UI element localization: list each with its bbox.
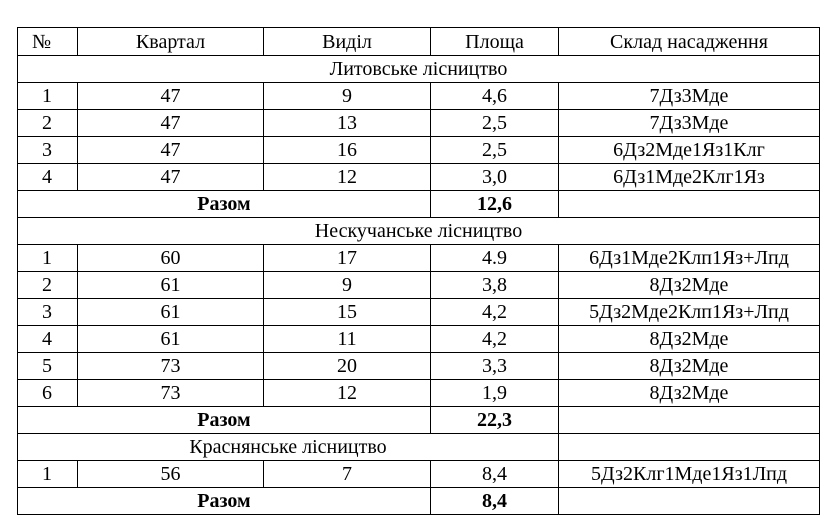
cell-vydil: 9 [264, 272, 431, 299]
total-area: 12,6 [431, 191, 559, 218]
section-title: Литовське лісництво [18, 56, 820, 83]
header-row [18, 28, 820, 56]
cell-area: 4.9 [431, 245, 559, 272]
cell-kvartal: 47 [78, 164, 264, 191]
cell-kvartal: 61 [78, 326, 264, 353]
cell-composition: 6Дз1Мде2Клг1Яз [559, 164, 820, 191]
cell-num: 1 [18, 83, 78, 110]
total-label: Разом [18, 191, 431, 218]
cell-num: 6 [18, 380, 78, 407]
cell-kvartal: 56 [78, 461, 264, 488]
cell-composition: 6Дз2Мде1Яз1Клг [559, 137, 820, 164]
total-empty-cell [559, 488, 820, 515]
cell-num: 3 [18, 137, 78, 164]
cell-vydil: 12 [264, 164, 431, 191]
total-row [18, 191, 820, 218]
cell-num: 4 [18, 164, 78, 191]
header-kvartal: Квартал [78, 28, 264, 56]
section-title-row [18, 434, 820, 461]
cell-vydil: 20 [264, 353, 431, 380]
cell-kvartal: 61 [78, 272, 264, 299]
cell-area: 3,3 [431, 353, 559, 380]
table-row [18, 137, 820, 164]
section-title: Нескучанське лісництво [18, 218, 820, 245]
cell-composition: 7Дз3Мде [559, 83, 820, 110]
header-vydil: Виділ [264, 28, 431, 56]
table-row [18, 245, 820, 272]
cell-composition: 8Дз2Мде [559, 353, 820, 380]
section-title: Краснянське лісництво [18, 434, 559, 461]
table-row [18, 380, 820, 407]
cell-kvartal: 47 [78, 137, 264, 164]
cell-vydil: 13 [264, 110, 431, 137]
cell-vydil: 15 [264, 299, 431, 326]
header-num: № [18, 28, 78, 56]
cell-area: 4,6 [431, 83, 559, 110]
cell-composition: 7Дз3Мде [559, 110, 820, 137]
cell-num: 2 [18, 272, 78, 299]
cell-num: 4 [18, 326, 78, 353]
cell-vydil: 11 [264, 326, 431, 353]
cell-kvartal: 47 [78, 83, 264, 110]
total-row [18, 407, 820, 434]
table-row [18, 326, 820, 353]
total-area: 8,4 [431, 488, 559, 515]
cell-composition: 8Дз2Мде [559, 326, 820, 353]
header-area: Площа [431, 28, 559, 56]
total-row [18, 488, 820, 515]
cell-composition: 8Дз2Мде [559, 272, 820, 299]
cell-num: 3 [18, 299, 78, 326]
total-empty-cell [559, 407, 820, 434]
table-row [18, 110, 820, 137]
total-area: 22,3 [431, 407, 559, 434]
section-title-row [18, 56, 820, 83]
cell-kvartal: 73 [78, 380, 264, 407]
cell-composition: 6Дз1Мде2Клп1Яз+Лпд [559, 245, 820, 272]
table-row [18, 461, 820, 488]
cell-composition: 5Дз2Мде2Клп1Яз+Лпд [559, 299, 820, 326]
cell-vydil: 9 [264, 83, 431, 110]
cell-kvartal: 47 [78, 110, 264, 137]
cell-area: 3,0 [431, 164, 559, 191]
cell-area: 1,9 [431, 380, 559, 407]
header-composition: Склад насадження [559, 28, 820, 56]
cell-area: 8,4 [431, 461, 559, 488]
table-row [18, 299, 820, 326]
cell-vydil: 12 [264, 380, 431, 407]
table-row [18, 272, 820, 299]
table-row [18, 164, 820, 191]
cell-vydil: 16 [264, 137, 431, 164]
table-row [18, 353, 820, 380]
cell-composition: 8Дз2Мде [559, 380, 820, 407]
table-row [18, 83, 820, 110]
cell-num: 1 [18, 245, 78, 272]
cell-area: 3,8 [431, 272, 559, 299]
cell-num: 1 [18, 461, 78, 488]
total-label: Разом [18, 488, 431, 515]
cell-kvartal: 60 [78, 245, 264, 272]
forest-stands-table [17, 27, 820, 515]
total-empty-cell [559, 191, 820, 218]
cell-vydil: 17 [264, 245, 431, 272]
cell-area: 4,2 [431, 299, 559, 326]
section-title-row [18, 218, 820, 245]
section-empty-cell [559, 434, 820, 461]
cell-kvartal: 61 [78, 299, 264, 326]
cell-num: 2 [18, 110, 78, 137]
cell-area: 4,2 [431, 326, 559, 353]
cell-kvartal: 73 [78, 353, 264, 380]
cell-composition: 5Дз2Клг1Мде1Яз1Лпд [559, 461, 820, 488]
cell-num: 5 [18, 353, 78, 380]
total-label: Разом [18, 407, 431, 434]
cell-area: 2,5 [431, 110, 559, 137]
cell-vydil: 7 [264, 461, 431, 488]
cell-area: 2,5 [431, 137, 559, 164]
